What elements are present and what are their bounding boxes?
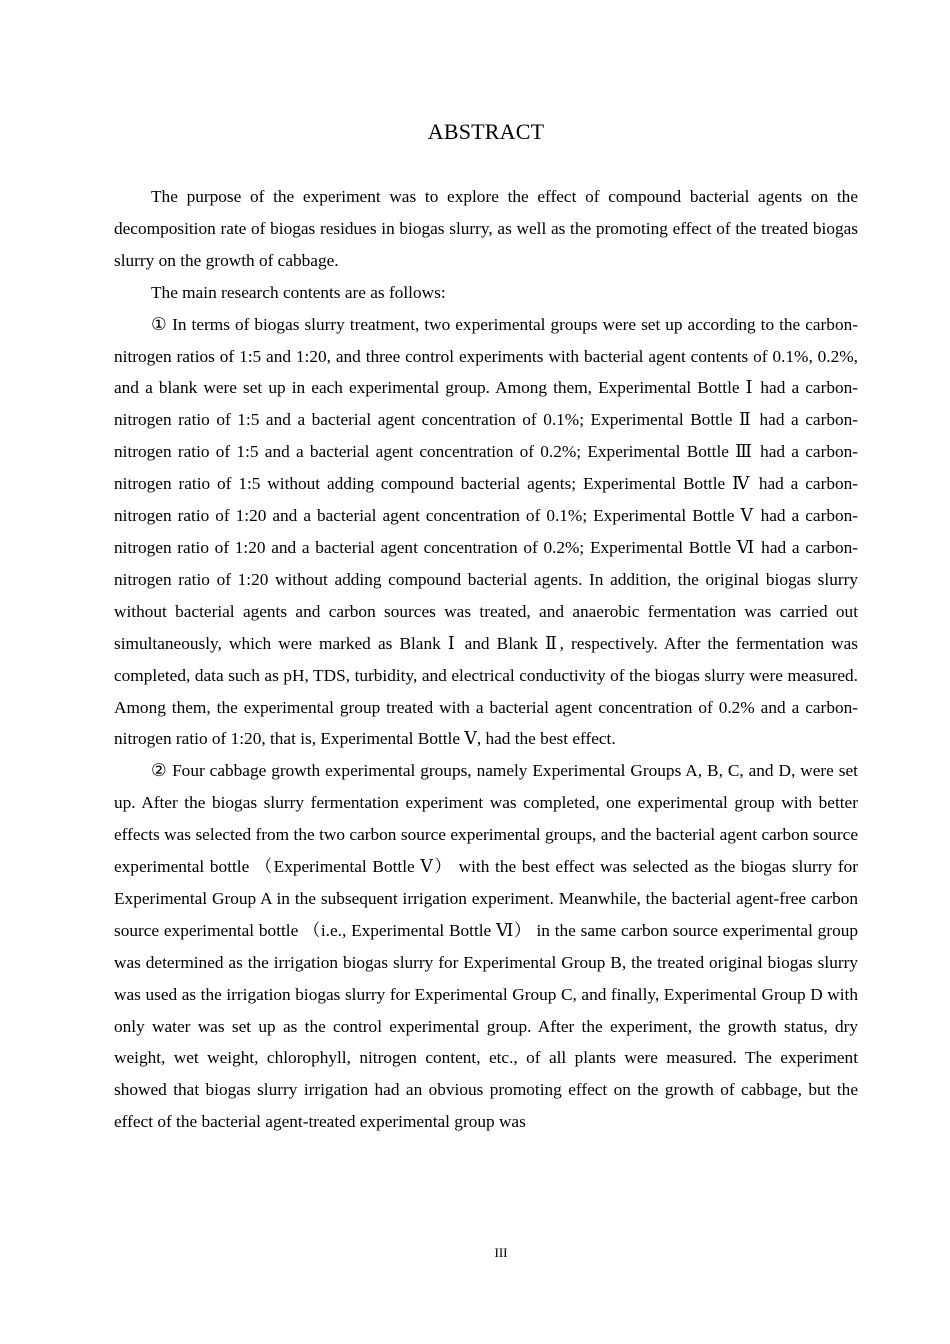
paragraph-slurry-treatment: ① In terms of biogas slurry treatment, two experimental groups were set up according to the carbon-nitrogen ratios of 1:5 and 1:20, and three control experiments with bacterial agent contents of 0.1%, 0.2%, and a blank were set up in each experimental group. Among them, Experimental Bottle Ⅰ had a carbon-nitrogen ratio of 1:5 and a bacterial agent concentration of 0.1%; Experimental Bottle Ⅱ had a carbon-nitrogen ratio of 1:5 and a bacterial agent concentration of 0.2%; Experimental Bottle Ⅲ had a carbon-nitrogen ratio of 1:5 without adding compound bacterial agents; Experimental Bottle Ⅳ had a carbon-nitrogen ratio of 1:20 and a bacterial agent concentration of 0.1%; Experimental Bottle Ⅴ had a carbon-nitrogen ratio of 1:20 and a bacterial agent concentration of 0.2%; Experimental Bottle Ⅵ had a carbon-nitrogen ratio of 1:20 without adding compound bacterial agents. In addition, the original biogas slurry without bacterial agents and carbon sources was treated, and anaerobic fermentation was carried out simultaneously, which were marked as Blank Ⅰ and Blank Ⅱ, respectively. After the fermentation was completed, data such as pH, TDS, turbidity, and electrical conductivity of the biogas slurry were measured. Among them, the experimental group treated with a bacterial agent concentration of 0.2% and a carbon-nitrogen ratio of 1:20, that is, Experimental Bottle Ⅴ, had the best effect. <box>114 314 858 749</box>
page-number: III <box>494 1245 508 1260</box>
paragraph-cabbage-growth: ② Four cabbage growth experimental groups, namely Experimental Groups A, B, C, and D, were set up. After the biogas slurry fermentation experiment was completed, one experimental group with better effects was selected from the two carbon source experimental groups, and the bacterial agent carbon source experimental bottle （Experimental Bottle Ⅴ） with the best effect was selected as the biogas slurry for Experimental Group A in the subsequent irrigation experiment. Meanwhile, the bacterial agent-free carbon source experimental bottle （i.e., Experimental Bottle Ⅵ） in the same carbon source experimental group was determined as the irrigation biogas slurry for Experimental Group B, the treated original biogas slurry was used as the irrigation biogas slurry for Experimental Group C, and finally, Experimental Group D with only water was set up as the control experimental group. After the experiment, the growth status, dry weight, wet weight, chlorophyll, nitrogen content, etc., of all plants were measured. The experiment showed that biogas slurry irrigation had an obvious promoting effect on the growth of cabbage, but the effect of the bacterial agent-treated experimental group was <box>114 761 858 1132</box>
abstract-title: ABSTRACT <box>427 119 545 144</box>
paragraph-research-intro: The main research contents are as follows: <box>151 282 446 302</box>
abstract-body <box>114 181 858 1138</box>
paragraph-purpose: The purpose of the experiment was to explore the effect of compound bacterial agents on the decomposition rate of biogas residues in biogas slurry, as well as the promoting effect of the treated biogas slurry on the growth of cabbage. <box>114 187 858 270</box>
